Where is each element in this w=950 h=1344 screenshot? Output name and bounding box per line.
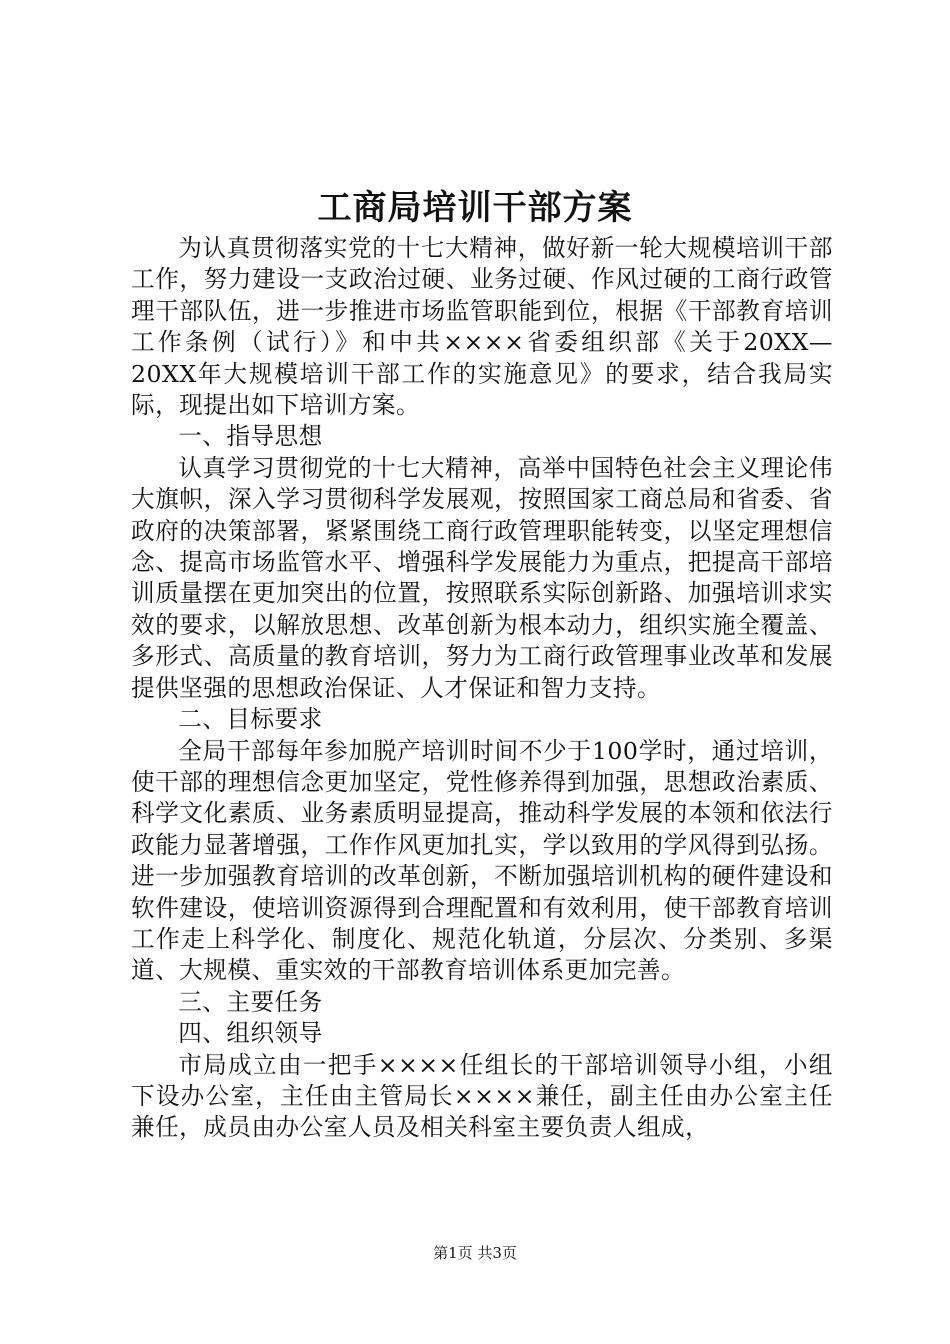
intro-paragraph: 为认真贯彻落实党的十七大精神，做好新一轮大规模培训干部工作，努力建设一支政治过硬、业务过硬、作风过硬的工商行政管理干部队伍，进一步推进市场监管职能到位，根据《干部教育培训工作条例（试行）》和中共××××省委组织部《关于20XX—20XX年大规模培训干部工作的实施意见》的要求，结合我局实际，现提出如下培训方案。 <box>131 234 833 420</box>
organization-paragraph: 市局成立由一把手××××任组长的干部培训领导小组，小组下设办公室，主任由主管局长××××兼任，副主任由办公室主任兼任，成员由办公室人员及相关科室主要负责人组成， <box>131 1050 833 1142</box>
section-heading-organization: 四、组织领导 <box>178 1019 323 1048</box>
section-heading-main-tasks: 三、主要任务 <box>178 987 323 1016</box>
goals-paragraph: 全局干部每年参加脱产培训时间不少于100学时，通过培训，使干部的理想信念更加坚定，党性修养得到加强，思想政治素质、科学文化素质、业务素质明显提高，推动科学发展的本领和依法行政能力显著增强，工作作风更加扎实，学以致用的学风得到弘扬。进一步加强教育培训的改革创新，不断加强培训机构的硬件建设和软件建设，使培训资源得到合理配置和有效利用，使干部教育培训工作走上科学化、制度化、规范化轨道，分层次、分类别、多渠道、大规模、重实效的干部教育培训体系更加完善。 <box>131 736 833 985</box>
guiding-ideology-paragraph: 认真学习贯彻党的十七大精神，高举中国特色社会主义理论伟大旗帜，深入学习贯彻科学发展观，按照国家工商总局和省委、省政府的决策部署，紧紧围绕工商行政管理职能转变，以坚定理想信念、提高市场监管水平、增强科学发展能力为重点，把提高干部培训质量摆在更加突出的位置，按照联系实际创新路、加强培训求实效的要求，以解放思想、改革创新为根本动力，组织实施全覆盖、多形式、高质量的教育培训，努力为工商行政管理事业改革和发展提供坚强的思想政治保证、人才保证和智力支持。 <box>131 453 833 702</box>
section-heading-goals: 二、目标要求 <box>178 705 323 734</box>
page-footer: 第1页 共3页 <box>433 1244 517 1262</box>
section-heading-guiding-ideology: 一、指导思想 <box>178 422 323 451</box>
document-body <box>131 233 833 1144</box>
document-title: 工商局培训干部方案 <box>317 188 633 228</box>
